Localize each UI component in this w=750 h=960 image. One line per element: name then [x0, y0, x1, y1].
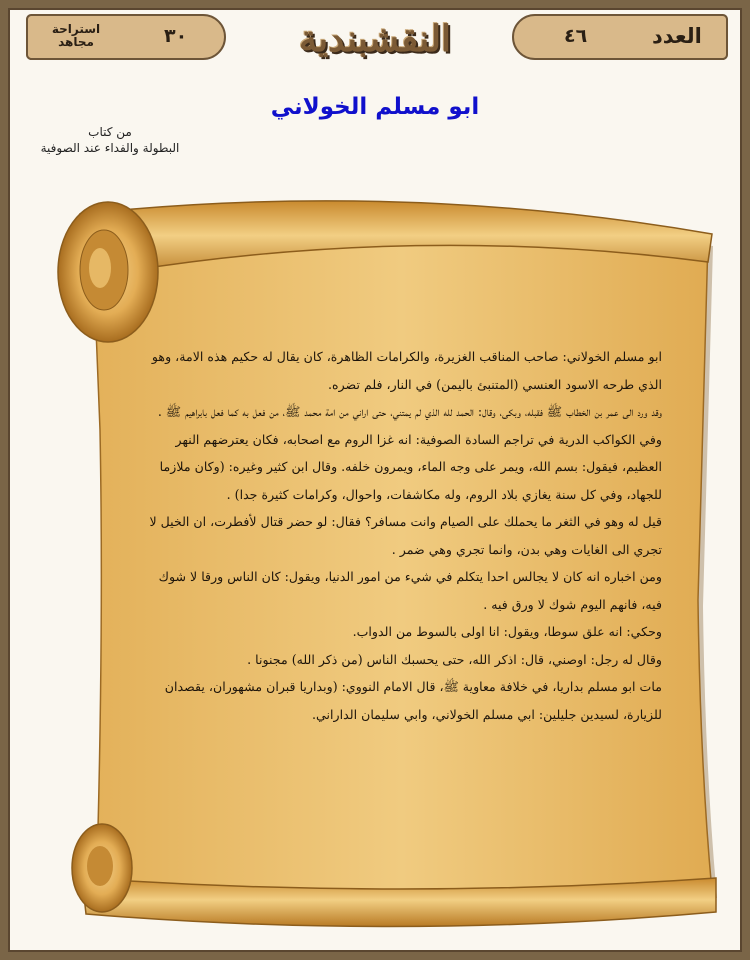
paragraph: ومن اخباره انه كان لا يجالس احدا يتكلم في شيء من امور الدنيا، ويقول: كان الناس ورقا لا شوك فيه، فانهم اليوم شوك لا ورق فيه .: [158, 569, 662, 612]
issue-number: ٤٦: [564, 25, 588, 47]
page-number: ٣٠: [164, 25, 188, 47]
magazine-masthead: النقشبندية: [298, 18, 452, 60]
article-body: [138, 343, 662, 728]
paragraph: وفي الكواكب الدرية في تراجم السادة الصوفية: انه غزا الروم مع اصحابه، فكان يعترضهم النهر العظيم، فيقول: بسم الله، ويمر على وجه الماء، ويمرون خلفه. وقال ابن كثير وغيره: (وكان ملازما للجهاد، وفي كل سنة يغازي بلاد الروم، وله مكاشفات، واحوال، وكرامات كثيرة جدا) .: [159, 431, 662, 502]
paragraph: ابو مسلم الخولاني: صاحب المناقب الغزيرة، والكرامات الظاهرة، كان يقال له حكيم هذه الامة، وهو الذي طرحه الاسود العنسي (المتنبئ باليمن) في النار، فلم تضره.: [151, 349, 662, 392]
paragraph: مات ابو مسلم بداريا، في خلافة معاوية ﷺ، قال الامام النووي: (وبداريا قبران مشهوران، يقصدان للزيارة، لسيدين جليلين: ابي مسلم الخولاني، وابي سليمان الداراني.: [164, 679, 662, 722]
paragraph: وحكي: انه علق سوطا، ويقول: انا اولى بالسوط من الدواب.: [352, 624, 662, 639]
section-label-line1: استراحة: [51, 22, 101, 36]
article-title: ابو مسلم الخولاني: [270, 94, 480, 120]
issue-label: العدد: [652, 24, 702, 48]
section-label-line2: مجاهد: [58, 35, 94, 49]
source-intro: من كتاب: [88, 125, 132, 139]
paragraph: وقال له رجل: اوصني، قال: اذكر الله، حتى يحسبك الناس (من ذكر الله) مجنونا .: [247, 651, 662, 667]
source-book: البطولة والفداء عند الصوفية: [40, 141, 180, 155]
paragraph: وقد ورد الى عمر بن الخطاب ﷺ فقبله، وبكى، وقال: الحمد لله الذي لم يمتني، حتى اراني من امة محمد ﷺ، من فعل به كما فعل بابراهيم ﷺ .: [157, 404, 662, 419]
paragraph: قيل له وهو في الثغر ما يحملك على الصيام وانت مسافر؟ فقال: لو حضر قتال لأفطرت، ان الخيل لا تجري الى الغايات وهي بدن، وانما تجري وهي ضمر .: [149, 514, 662, 557]
